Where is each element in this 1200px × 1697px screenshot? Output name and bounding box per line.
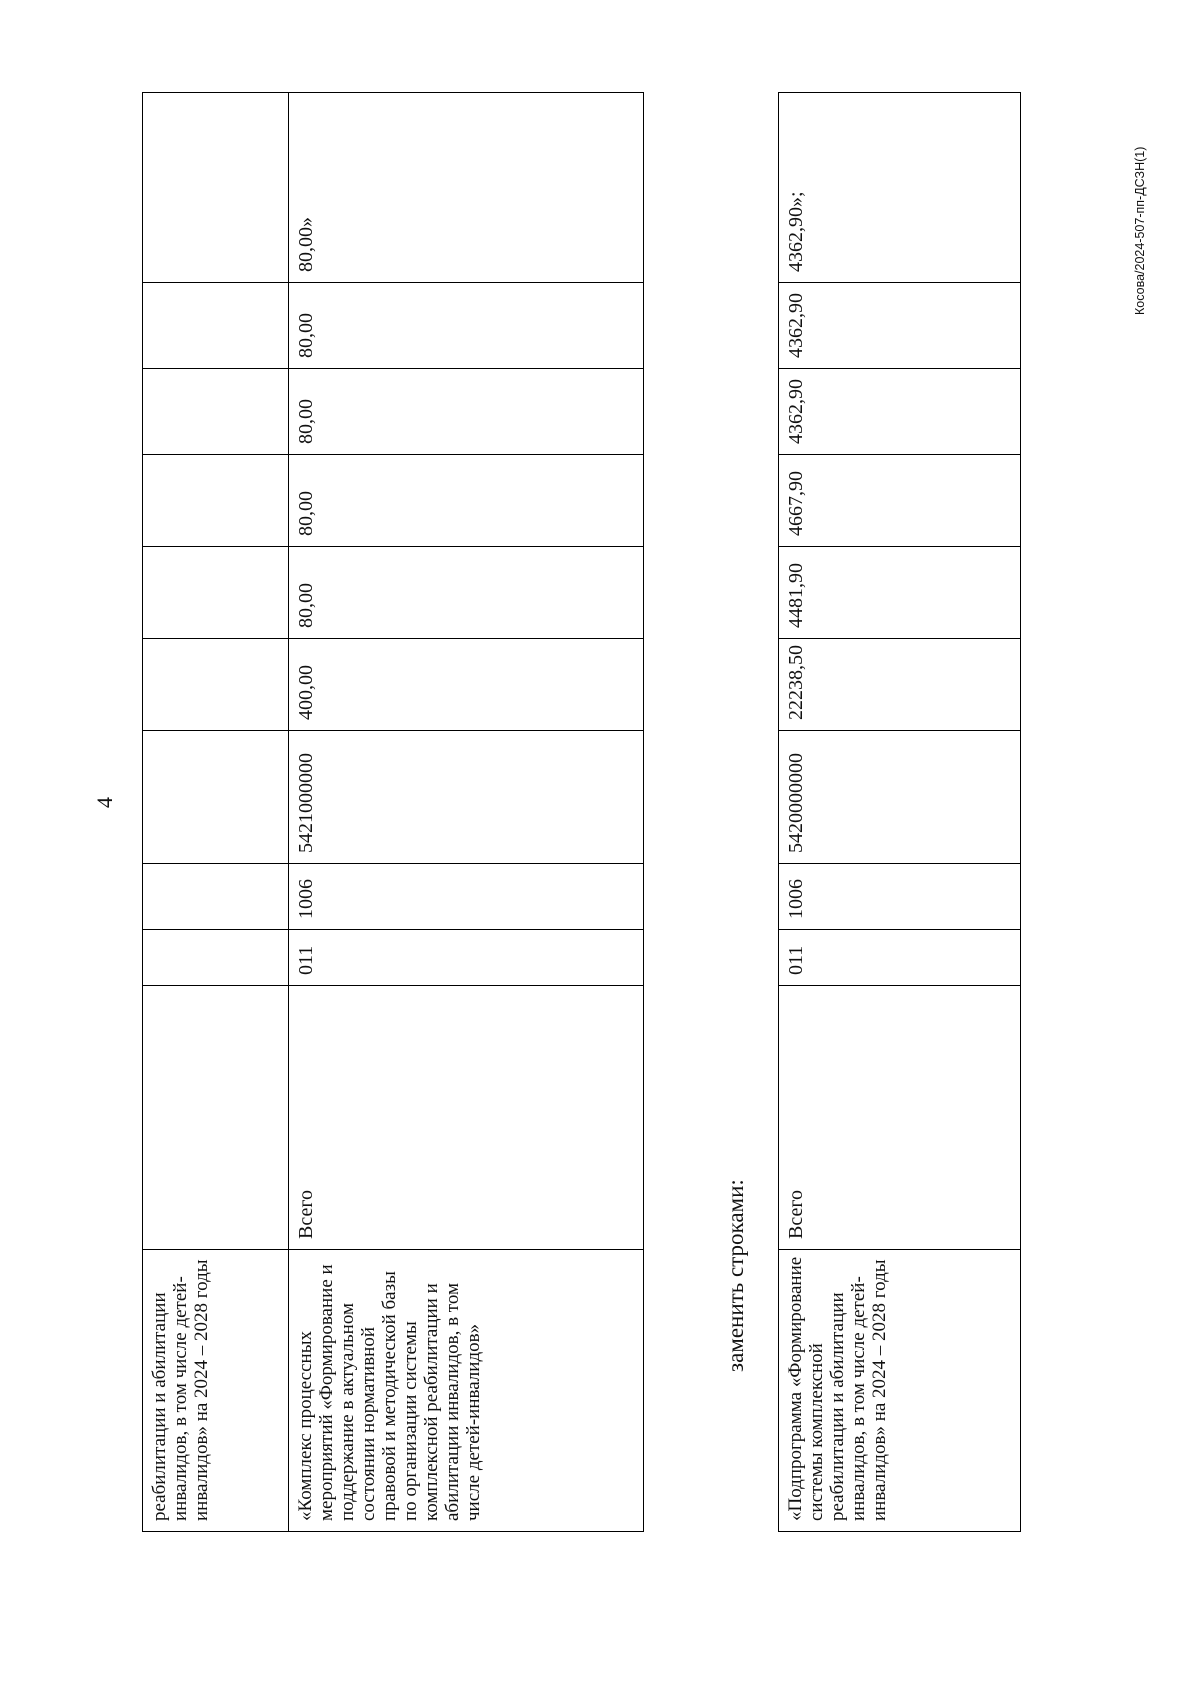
amount-total-cell: 22238,50	[779, 639, 1021, 731]
target-article-cell: 5420000000	[779, 731, 1021, 864]
table-row	[143, 93, 289, 1532]
budget-table-old	[142, 92, 644, 1532]
funding-source-cell	[143, 986, 289, 1250]
amount-year-3-cell: 80,00	[289, 369, 644, 455]
program-name-cell: «Комплекс процессных мероприятий «Формирование и поддержание в актуальном состоянии нормативной правовой и методической базы по организации системы комплексной реабилитации и абилитации инвалидов, в том числе детей-инвалидов»	[289, 1250, 644, 1532]
replace-instruction: заменить строками:	[723, 1179, 748, 1372]
target-article-cell: 5421000000	[289, 731, 644, 864]
amount-year-5-cell	[143, 93, 289, 283]
amount-year-4-cell: 80,00	[289, 283, 644, 369]
grbs-code-cell	[143, 930, 289, 986]
amount-year-1-cell	[143, 547, 289, 639]
amount-year-2-cell	[143, 455, 289, 547]
amount-year-5-cell: 4362,90»;	[779, 93, 1021, 283]
target-article-cell	[143, 731, 289, 864]
amount-total-cell	[143, 639, 289, 731]
grbs-code-cell: 011	[289, 930, 644, 986]
funding-source-cell: Всего	[779, 986, 1021, 1250]
amount-total-cell: 400,00	[289, 639, 644, 731]
funding-source-cell: Всего	[289, 986, 644, 1250]
section-code-cell: 1006	[289, 864, 644, 930]
section-code-cell: 1006	[779, 864, 1021, 930]
grbs-code-cell: 011	[779, 930, 1021, 986]
amount-year-3-cell	[143, 369, 289, 455]
document-code: Косова/2024-507-пп-ДСЗН(1)	[1133, 146, 1147, 315]
amount-year-4-cell: 4362,90	[779, 283, 1021, 369]
amount-year-5-cell: 80,00»	[289, 93, 644, 283]
amount-year-3-cell: 4362,90	[779, 369, 1021, 455]
program-name-cell: реабилитации и абилитации инвалидов, в том числе детей-инвалидов» на 2024 – 2028 годы	[143, 1250, 289, 1532]
table-row	[289, 93, 644, 1532]
amount-year-2-cell: 80,00	[289, 455, 644, 547]
table-row	[779, 93, 1021, 1532]
section-code-cell	[143, 864, 289, 930]
amount-year-1-cell: 80,00	[289, 547, 644, 639]
program-name-cell: «Подпрограмма «Формирование системы комплексной реабилитации и абилитации инвалидов, в том числе детей-инвалидов» на 2024 – 2028 годы	[779, 1250, 1021, 1532]
budget-table-new	[778, 92, 1021, 1532]
amount-year-4-cell	[143, 283, 289, 369]
page-number: 4	[92, 797, 117, 808]
amount-year-1-cell: 4481,90	[779, 547, 1021, 639]
amount-year-2-cell: 4667,90	[779, 455, 1021, 547]
